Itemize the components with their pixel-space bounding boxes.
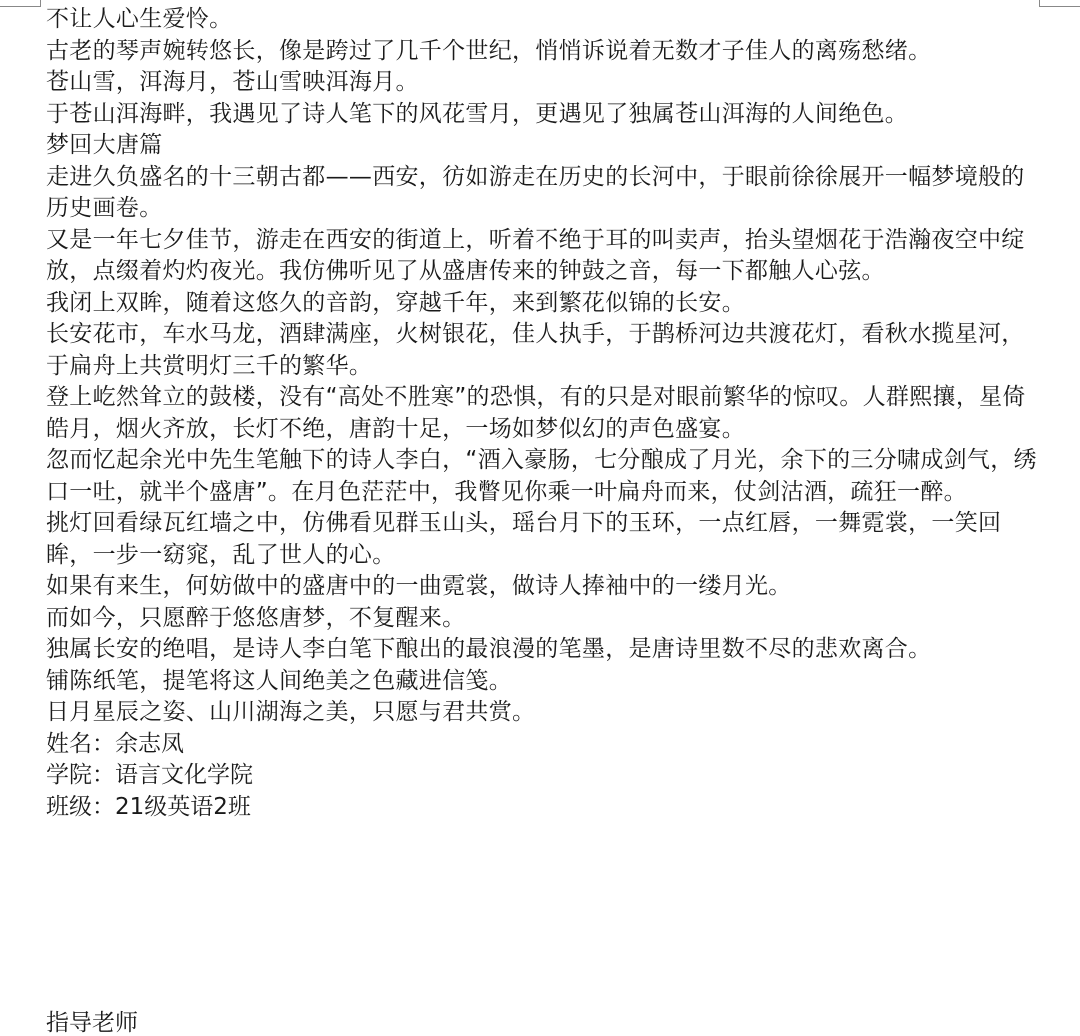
college-value: 语言文化学院 <box>115 762 253 788</box>
section-heading: 梦回大唐篇 <box>46 132 163 158</box>
paragraph: 独属长安的绝唱，是诗人李白笔下酿出的最浪漫的笔墨，是唐诗里数不尽的悲欢离合。 <box>46 636 932 662</box>
paragraph: 古老的琴声婉转悠长，像是跨过了几千个世纪，悄悄诉说着无数才子佳人的离殇愁绪。 <box>46 37 932 64</box>
paragraph: 挑灯回看绿瓦红墙之中，仿佛看见群玉山头，瑶台月下的玉环，一点红唇，一舞霓裳，一笑回眸，一步一窈窕，乱了世人的心。 <box>46 510 1002 568</box>
document-body <box>46 4 1046 823</box>
paragraph: 而如今，只愿醉于悠悠唐梦，不复醒来。 <box>46 604 466 631</box>
paragraph: 我闭上双眸，随着这悠久的音韵，穿越千年，来到繁花似锦的长安。 <box>46 289 745 316</box>
paragraph: 长安花市，车水马龙，酒肆满座，火树银花，佳人执手，于鹊桥河边共渡花灯，看秋水揽星河，于扁舟上共赏明灯三千的繁华。 <box>46 321 1025 379</box>
paragraph: 忽而忆起余光中先生笔触下的诗人李白，“酒入豪肠，七分酿成了月光，余下的三分啸成剑气，绣口一吐，就半个盛唐”。在月色茫茫中，我瞥见你乘一叶扁舟而来，仗剑沽酒，疏狂一醉。 <box>46 447 1037 505</box>
college-line <box>46 760 1046 792</box>
paragraph: 苍山雪，洱海月，苍山雪映洱海月。 <box>46 69 419 95</box>
class-line <box>46 792 1046 824</box>
author-name-line <box>46 729 1046 761</box>
name-value: 余志凤 <box>115 730 184 757</box>
cut-off-text-line: 指导老师 <box>46 1010 138 1036</box>
class-label: 班级： <box>46 793 115 820</box>
paragraph: 日月星辰之姿、山川湖海之美，只愿与君共赏。 <box>46 699 536 725</box>
paragraph: 如果有来生，何妨做中的盛唐中的一曲霓裳，做诗人捧袖中的一缕月光。 <box>46 573 792 599</box>
paragraph: 登上屹然耸立的鼓楼，没有“高处不胜寒”的恐惧，有的只是对眼前繁华的惊叹。人群熙攘，星倚皓月，烟火齐放，长灯不绝，唐韵十足，一场如梦似幻的声色盛宴。 <box>46 384 1026 442</box>
crop-corner-mark <box>0 0 41 7</box>
name-label: 姓名： <box>46 730 115 757</box>
paragraph: 走进久负盛名的十三朝古都——西安，彷如游走在历史的长河中，于眼前徐徐展开一幅梦境般的历史画卷。 <box>46 163 1025 221</box>
paragraph: 不让人心生爱怜。 <box>46 6 233 32</box>
paragraph: 又是一年七夕佳节，游走在西安的街道上，听着不绝于耳的叫卖声，抬头望烟花于浩瀚夜空中绽放，点缀着灼灼夜光。我仿佛听见了从盛唐传来的钟鼓之音，每一下都触人心弦。 <box>46 226 1025 284</box>
paragraph: 铺陈纸笔，提笔将这人间绝美之色藏进信笺。 <box>46 667 512 694</box>
college-label: 学院： <box>46 762 115 788</box>
paragraph: 于苍山洱海畔，我遇见了诗人笔下的风花雪月，更遇见了独属苍山洱海的人间绝色。 <box>46 100 909 127</box>
class-value: 21级英语2班 <box>115 793 251 820</box>
